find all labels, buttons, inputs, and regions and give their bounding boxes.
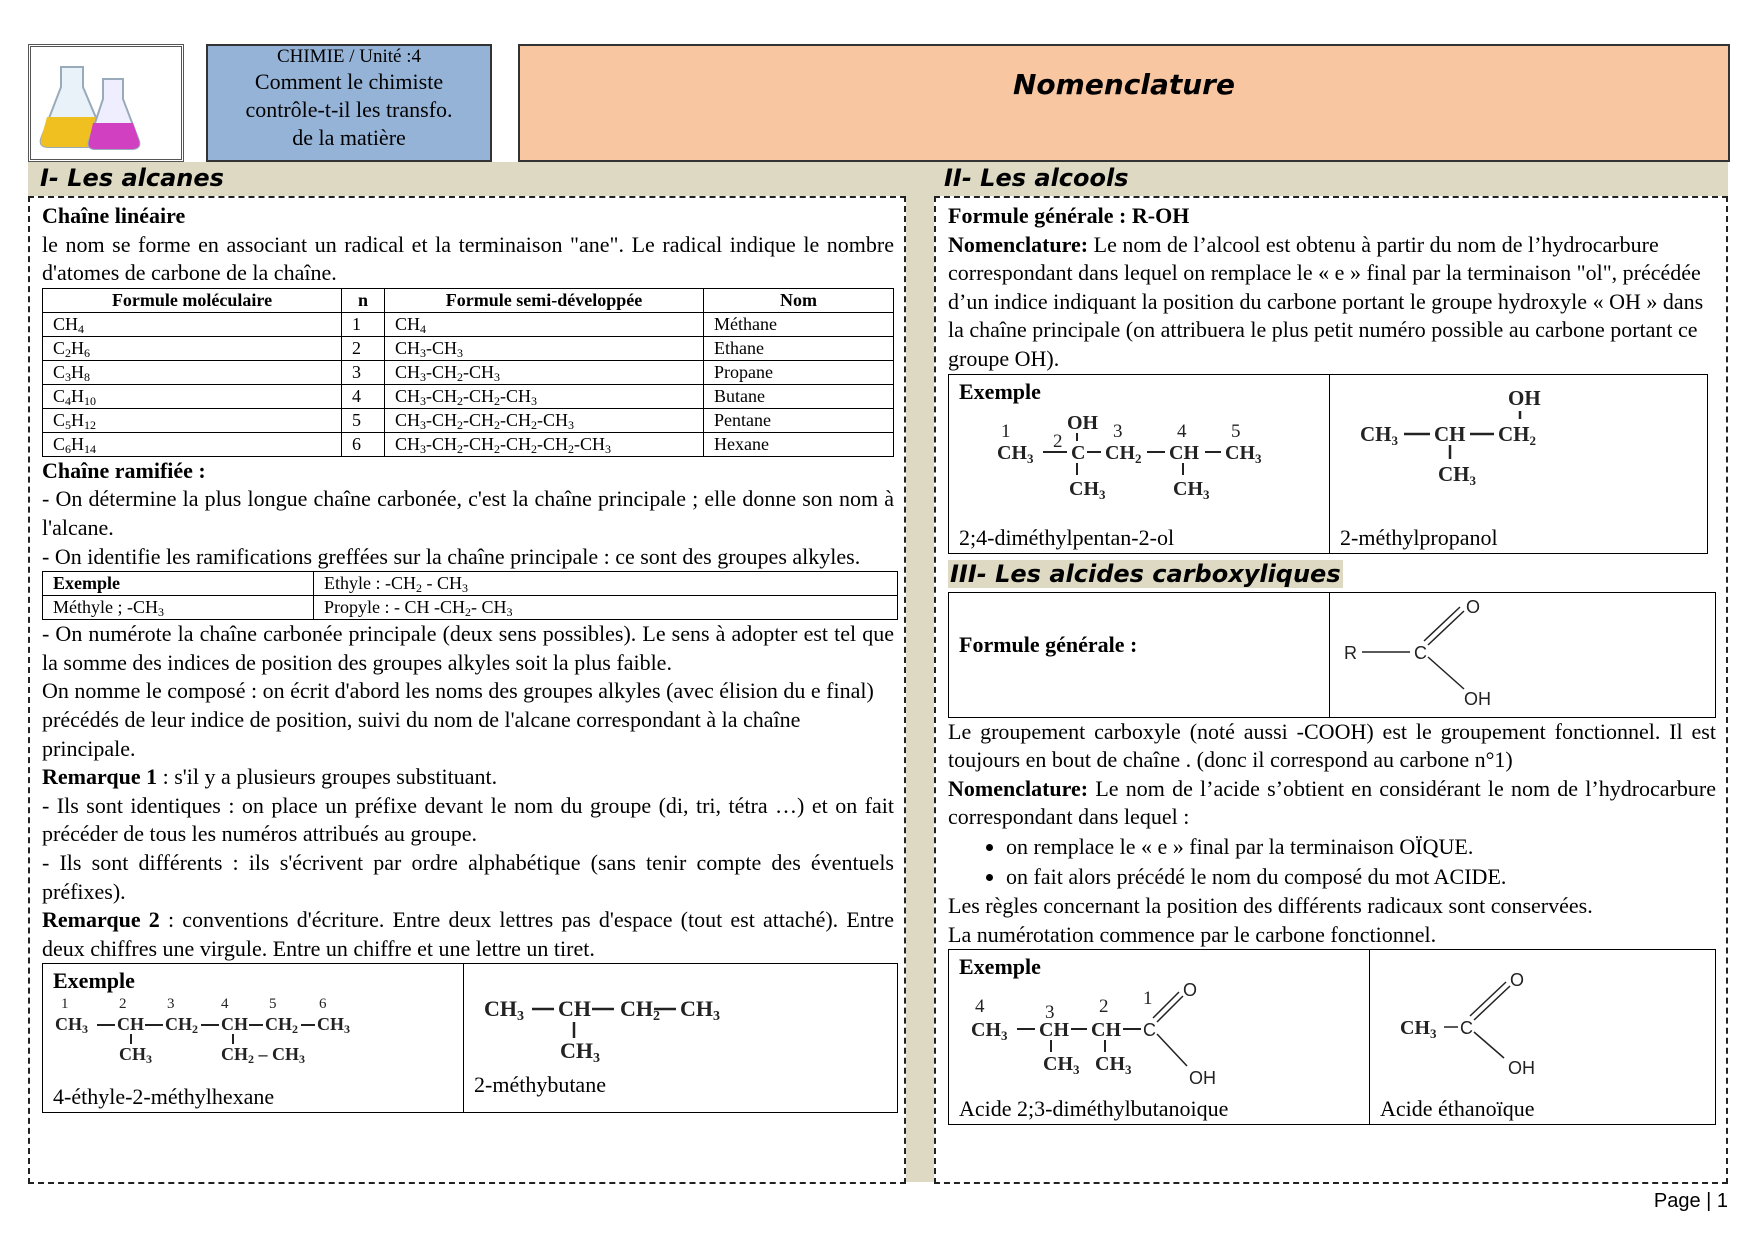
acides-example-table: [948, 949, 1716, 1125]
mol-cell: $C_6H_{14}$: [43, 432, 342, 456]
remarque1-text: : s'il y a plusieurs groupes substituant.: [157, 764, 498, 790]
alcools-ex2-name: 2-méthylpropanol: [1340, 524, 1498, 550]
alcools-nomenclature-label: Nomenclature:: [948, 231, 1089, 257]
alcools-example-table: [948, 374, 1708, 554]
svg-text:OH: OH: [1464, 688, 1491, 709]
svg-text:CH2: CH2: [620, 996, 660, 1025]
semi-cell: $CH_3-CH_2-CH_2-CH_2-CH_2-CH_3$: [385, 432, 704, 456]
svg-text:CH3: $CH_3$: [1043, 1053, 1080, 1078]
unit-line3: contrôle-t-il les transfo.: [245, 97, 453, 122]
acides-formule-label: Formule générale :: [959, 631, 1138, 657]
svg-text:CH: CH: [117, 1014, 144, 1035]
table-row: [43, 384, 894, 408]
svg-text:O: O: [1466, 596, 1481, 617]
alcools-nomenclature-text: Le nom de l’alcool est obtenu à partir du nom de l’hydrocarbure correspondant dans lequel on remplace le « e » final par la terminaison "ol", précédée d’un indice indiquant la position du carbone portant le groupe hydroxyle « OH » dans la chaîne principale (on attribuera le plus petit numéro possible au carbone portant ce groupe OH).: [948, 231, 1704, 371]
mol-cell: $C_2H_6$: [43, 336, 342, 360]
svg-text:CH: CH: [1169, 441, 1199, 464]
svg-text:CH3: CH3: [1360, 421, 1398, 448]
acides-regles: Les règles concernant la position des différents radicaux sont conservées.: [948, 892, 1593, 918]
p-numerote: - On numérote la chaîne carbonée principale (deux sens possibles). Le sens à adopter est tel que la somme des indices de position des groupes alkyles soit la plus faible.: [42, 621, 894, 675]
svg-text:CH2: CH2: [1498, 421, 1536, 448]
mol-cell: $CH_4$: [43, 312, 342, 336]
acides-nomenclature-text: Le nom de l’acide s’obtient en considérant le nom de l’hydrocarbure correspondant dans lequel :: [948, 775, 1716, 830]
unit-line2: Comment le chimiste: [254, 69, 444, 94]
table-row: [43, 408, 894, 432]
svg-text:CH3: CH3: [560, 1038, 600, 1067]
svg-text:2: 2: [119, 996, 127, 1013]
alcanes-example-1: [43, 964, 464, 1113]
svg-text:CH3: CH3: [119, 1044, 152, 1067]
table-row: [43, 312, 894, 336]
svg-text:CH: CH: [221, 1014, 248, 1035]
p-nomme: On nomme le composé : on écrit d'abord les noms des groupes alkyles (avec élision du e final) précédés de leur indice de position, suivi du nom de l'alcane correspondant à la chaîne principale.: [42, 678, 874, 761]
unit-box: [206, 44, 492, 162]
alcools-example-2: [1330, 374, 1708, 553]
name-cell: Méthane: [704, 312, 894, 336]
alkyl-propyle: Propyle : - CH $-CH_2-$ $CH_3$: [314, 596, 898, 620]
lineaire-title: Chaîne linéaire: [42, 203, 186, 228]
ex1-name: 4-éthyle-2-méthylhexane: [53, 1084, 275, 1110]
svg-text:CH3: $CH_3$: [997, 441, 1034, 466]
molecule-dimethylpentanol: [959, 405, 1279, 501]
alcools-panel: [934, 196, 1728, 1184]
svg-text:OH: OH: [1067, 411, 1099, 434]
semi-cell: $CH_4$: [385, 312, 704, 336]
name-cell: Ethane: [704, 336, 894, 360]
col-header: Nom: [704, 288, 894, 312]
page-number: Page | 1: [1653, 1190, 1728, 1212]
svg-text:CH3: $CH_3$: [1173, 477, 1210, 501]
list-item: • on remplace le « e » final par la terminaison OÏQUE.: [1006, 832, 1716, 862]
svg-text:CH3: $CH_3$: [1400, 1017, 1437, 1042]
svg-text:CH3: CH3: [317, 1014, 350, 1037]
svg-text:6: 6: [319, 996, 327, 1013]
ramifiee-p1: - On détermine la plus longue chaîne carbonée, c'est la chaîne principale ; elle donne son nom à l'alcane.: [42, 486, 894, 540]
col-header: n: [342, 288, 385, 312]
acides-ex2-name: Acide éthanoïque: [1380, 1096, 1535, 1122]
ex2-name: 2-méthybutane: [474, 1072, 606, 1098]
svg-text:3: 3: [1045, 1002, 1055, 1024]
alkyl-exemple: Exemple: [43, 572, 314, 596]
acides-formula-table: [948, 592, 1716, 718]
mol-cell: $C_5H_{12}$: [43, 408, 342, 432]
svg-text:5: 5: [1231, 420, 1241, 442]
flask-icon: [31, 47, 181, 159]
remarque2-label: Remarque 2: [42, 907, 160, 933]
carboxylic-acid-structure: [1330, 593, 1630, 711]
exemple-label: Exemple: [53, 968, 135, 994]
svg-text:1: 1: [1143, 988, 1153, 1010]
semi-cell: $CH_3-CH_2-CH_3$: [385, 360, 704, 384]
svg-text:CH3: CH3: [680, 996, 720, 1025]
semi-cell: $CH_3-CH_3$: [385, 336, 704, 360]
acides-ex1-name: Acide 2;3-diméthylbutanoique: [959, 1096, 1229, 1122]
table-row: [43, 336, 894, 360]
n-cell: 6: [342, 432, 385, 456]
flask-logo: [28, 44, 184, 162]
col-header: Formule semi-développée: [385, 288, 704, 312]
acides-groupement: Le groupement carboxyle (noté aussi -COOH) est le groupement fonctionnel. Il est toujours en bout de chaîne . (donc il correspond au carbone n°1): [948, 718, 1716, 773]
name-cell: Propane: [704, 360, 894, 384]
acides-formula-label-cell: [949, 592, 1330, 717]
svg-text:OH: OH: [1508, 385, 1541, 410]
list-item: • on fait alors précédé le nom du composé du mot ACIDE.: [1006, 862, 1716, 892]
svg-text:CH3: CH3: [484, 996, 524, 1025]
remarque1-label: Remarque 1: [42, 764, 158, 790]
n-cell: 5: [342, 408, 385, 432]
p-differents: - Ils sont différents : ils s'écrivent par ordre alphabétique (sans tenir compte des éventuels préfixes).: [42, 849, 894, 904]
table-row: [43, 360, 894, 384]
col-header: Formule moléculaire: [43, 288, 342, 312]
molecule-dimethylbutanoic-acid: [959, 980, 1259, 1090]
alcanes-example-2: [464, 964, 898, 1113]
alcanes-table: [42, 288, 894, 457]
acides-example-2: [1370, 950, 1716, 1125]
ramifiee-p2: - On identifie les ramifications greffées sur la chaîne principale : ce sont des groupes alkyles.: [42, 543, 861, 569]
ramifiee-title: Chaîne ramifiée :: [42, 457, 206, 483]
section-title-alcanes: I- Les alcanes: [40, 164, 224, 192]
acides-bullets: [948, 832, 1716, 892]
semi-cell: $CH_3-CH_2-CH_2-CH_3$: [385, 384, 704, 408]
svg-text:4: 4: [221, 996, 229, 1013]
svg-text:OH: OH: [1189, 1068, 1216, 1089]
svg-text:OH: OH: [1508, 1058, 1535, 1079]
svg-text:C: C: [1460, 1018, 1473, 1039]
acides-title-row: [948, 560, 1716, 592]
svg-text:CH: CH: [1039, 1019, 1069, 1042]
molecule-2-methylbutane: [474, 986, 774, 1066]
svg-text:C: C: [1071, 441, 1086, 464]
alkyl-table: [42, 571, 898, 620]
title-box: [518, 44, 1730, 162]
svg-text:CH2: CH2: [165, 1014, 198, 1037]
svg-text:CH3: CH3: [55, 1014, 88, 1037]
lineaire-text: le nom se forme en associant un radical et la terminaison "ane". Le radical indique le nombre d'atomes de carbone de la chaîne.: [42, 231, 894, 286]
remarque2-text: : conventions d'écriture. Entre deux lettres pas d'espace (tout est attaché). Entre deux chiffres une virgule. Entre un chiffre et une lettre un tiret.: [42, 907, 894, 961]
acides-nomenclature-label: Nomenclature:: [948, 775, 1089, 801]
svg-text:CH: CH: [1434, 421, 1466, 446]
svg-text:4: 4: [1177, 420, 1187, 442]
unit-line1: CHIMIE / Unité :4: [276, 46, 422, 67]
svg-text:CH3: CH3: [1438, 461, 1476, 488]
n-cell: 1: [342, 312, 385, 336]
alkyl-methyle: Méthyle ; $-CH_3$: [43, 596, 314, 620]
molecule-ethanoic-acid: [1380, 970, 1580, 1080]
svg-text:O: O: [1510, 970, 1525, 991]
alcools-formule: Formule générale : R-OH: [948, 203, 1190, 228]
section-title-alcools: II- Les alcools: [944, 164, 1129, 192]
acides-numerotation: La numérotation commence par le carbone fonctionnel.: [948, 921, 1437, 947]
p-identiques: - Ils sont identiques : on place un préfixe devant le nom du groupe (di, tri, tétra …) et on fait précéder de tous les numéros attribués au groupe.: [42, 792, 894, 847]
svg-text:CH3: $CH_3$: [971, 1019, 1008, 1044]
alcools-ex1-name: 2;4-diméthylpentan-2-ol: [959, 524, 1175, 550]
svg-text:CH2: $CH_2$: [1105, 441, 1142, 466]
n-cell: 2: [342, 336, 385, 360]
acides-example-1: [949, 950, 1370, 1125]
unit-line4: de la matière: [292, 125, 406, 150]
alcanes-example-table: [42, 963, 898, 1113]
svg-text:4: 4: [975, 996, 985, 1018]
page-title: Nomenclature: [1013, 68, 1235, 101]
svg-text:O: O: [1183, 980, 1198, 1001]
n-cell: 3: [342, 360, 385, 384]
name-cell: Hexane: [704, 432, 894, 456]
table-row: [43, 432, 894, 456]
n-cell: 4: [342, 384, 385, 408]
svg-text:CH2 – CH3: CH2 – CH3: [221, 1044, 305, 1067]
mol-cell: $C_3H_8$: [43, 360, 342, 384]
alkyl-ethyle: Ethyle : $-CH_2 - CH_3$: [314, 572, 898, 596]
acides-exemple-label: Exemple: [959, 954, 1041, 980]
svg-text:CH: CH: [1091, 1019, 1121, 1042]
mol-cell: $C_4H_{10}$: [43, 384, 342, 408]
molecule-methylpropanol: [1340, 379, 1600, 489]
alcanes-panel: [28, 196, 906, 1184]
svg-text:3: 3: [1113, 420, 1123, 442]
svg-text:R: R: [1344, 642, 1357, 663]
alcools-exemple-label: Exemple: [959, 378, 1041, 404]
svg-text:CH3: $CH_3$: [1069, 477, 1106, 501]
svg-text:5: 5: [269, 996, 277, 1013]
svg-text:2: 2: [1099, 996, 1109, 1018]
svg-text:1: 1: [1001, 420, 1011, 442]
molecule-4-ethyl-2-methylhexane: [53, 994, 383, 1066]
svg-text:1: 1: [61, 996, 69, 1013]
svg-text:CH3: $CH_3$: [1095, 1053, 1132, 1078]
semi-cell: $CH_3-CH_2-CH_2-CH_2-CH_3$: [385, 408, 704, 432]
svg-text:2: 2: [1053, 430, 1063, 452]
svg-text:CH3: $CH_3$: [1225, 441, 1262, 466]
svg-text:CH: CH: [558, 996, 591, 1022]
svg-text:3: 3: [167, 996, 175, 1013]
svg-text:CH2: CH2: [265, 1014, 298, 1037]
acides-formula-structure: [1330, 592, 1716, 717]
section-title-acides: III- Les alcides carboxyliques: [950, 559, 1341, 588]
name-cell: Butane: [704, 384, 894, 408]
svg-text:C: C: [1414, 642, 1427, 663]
svg-text:C: C: [1143, 1020, 1156, 1041]
alcools-example-1: [949, 374, 1330, 553]
name-cell: Pentane: [704, 408, 894, 432]
